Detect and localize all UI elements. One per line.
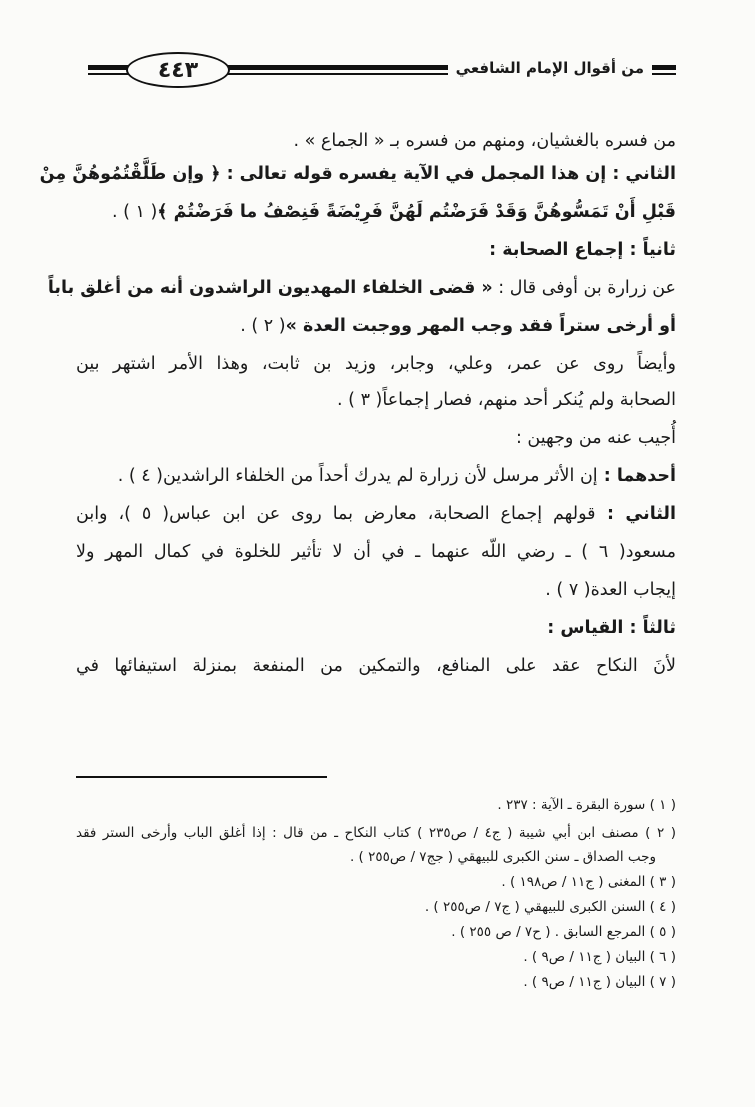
quran-verse: ﴿ وإن طَلَّقْتُمُوهُنَّ مِنْ xyxy=(39,164,221,184)
text-run: إن الأثر مرسل لأن زرارة لم يدرك أحداً من الخلفاء الراشدين( ٤ ) . xyxy=(117,466,598,486)
text-line xyxy=(76,503,676,525)
running-title: من أقوال الإمام الشافعي xyxy=(448,59,652,77)
header-dash xyxy=(656,65,676,70)
section-heading: ثانياً : إجماع الصحابة : xyxy=(489,240,676,260)
text-line: من فسره بالغشيان، ومنهم من فسره بـ « الجماع » . xyxy=(293,131,676,151)
main-text xyxy=(39,130,676,677)
text-line: إيجاب العدة( ٧ ) . xyxy=(545,580,676,600)
footnote-ref: ( ٢ ) . xyxy=(240,316,286,336)
footnote: ( ٦ ) البيان ( ج١١ / ص٩ ) . xyxy=(523,949,676,965)
point-label: أحدهما : xyxy=(597,466,676,486)
text-line xyxy=(76,315,676,337)
text-run: الثاني : إن هذا المجمل في الآية يفسره قوله تعالى : xyxy=(220,164,676,184)
text-line: لأنَ النكاح عقد على المنافع، والتمكين من المنفعة بمنزلة استيفائها في xyxy=(76,656,676,676)
text-run: عن زرارة بن أوفى قال : xyxy=(492,278,676,298)
footnote: ( ٢ ) مصنف ابن أبي شيبة ( ج٤ / ص٢٣٥ ) كتاب النكاح ـ من قال : إذا أغلق الباب وأرخى الستر فقد xyxy=(76,825,677,841)
hadith-quote: أو أرخى ستراً فقد وجب المهر ووجبت العدة » xyxy=(285,316,676,336)
page-header xyxy=(88,52,676,96)
section-heading: ثالثاً : القياس : xyxy=(547,618,676,638)
footnote: ( ٥ ) المرجع السابق . ( ح٧ / ص ٢٥٥ ) . xyxy=(451,924,676,940)
footnote-ref: ( ١ ) . xyxy=(111,202,158,222)
footnote: ( ٤ ) السنن الكبرى للبيهقي ( ج٧ / ص٢٥٥ ) . xyxy=(424,899,676,915)
footnote-separator xyxy=(76,776,327,778)
footnotes xyxy=(76,796,676,991)
text-line: مسعود( ٦ ) ـ رضي اللّه عنهما ـ في أن لا تأثير للخلوة في كمال المهر ولا xyxy=(76,542,676,562)
page-number: ٤٤٣ xyxy=(126,52,230,88)
text-line xyxy=(76,201,676,223)
text-line: الصحابة ولم يُنكر أحد منهم، فصار إجماعاً( ٣ ) . xyxy=(337,390,676,410)
hadith-quote: « قضى الخلفاء المهديون الراشدون أنه من أغلق باباً xyxy=(47,278,493,298)
point-label: الثاني : xyxy=(595,504,676,524)
footnote: ( ١ ) سورة البقرة ـ الآية : ٢٣٧ . xyxy=(497,797,676,813)
footnote-continuation: وجب الصداق ـ سنن الكبرى للبيهقي ( جج٧ / ص٢٥٥ ) . xyxy=(349,849,656,865)
text-line xyxy=(39,163,676,185)
text-line: وأيضاً روى عن عمر، وعلي، وجابر، وزيد بن ثابت، وهذا الأمر اشتهر بين xyxy=(76,354,676,374)
text-run: قولهم إجماع الصحابة، معارض بما روى عن ابن عباس( ٥ )، وابن xyxy=(76,504,596,524)
text-line: أُجيب عنه من وجهين : xyxy=(515,428,676,448)
quran-verse: قَبْلِ أَنْ تَمَسُّوهُنَّ وَقَدْ فَرَضْتُم لَهُنَّ فَرِيْضَةً فَنِصْفُ ما فَرَضْتُمْ ﴾ xyxy=(157,202,676,222)
footnote: ( ٧ ) البيان ( ج١١ / ص٩ ) . xyxy=(523,974,676,990)
footnote: ( ٣ ) المغنى ( ج١١ / ص١٩٨ ) . xyxy=(501,874,676,890)
text-line xyxy=(47,277,676,299)
text-line xyxy=(76,465,676,487)
